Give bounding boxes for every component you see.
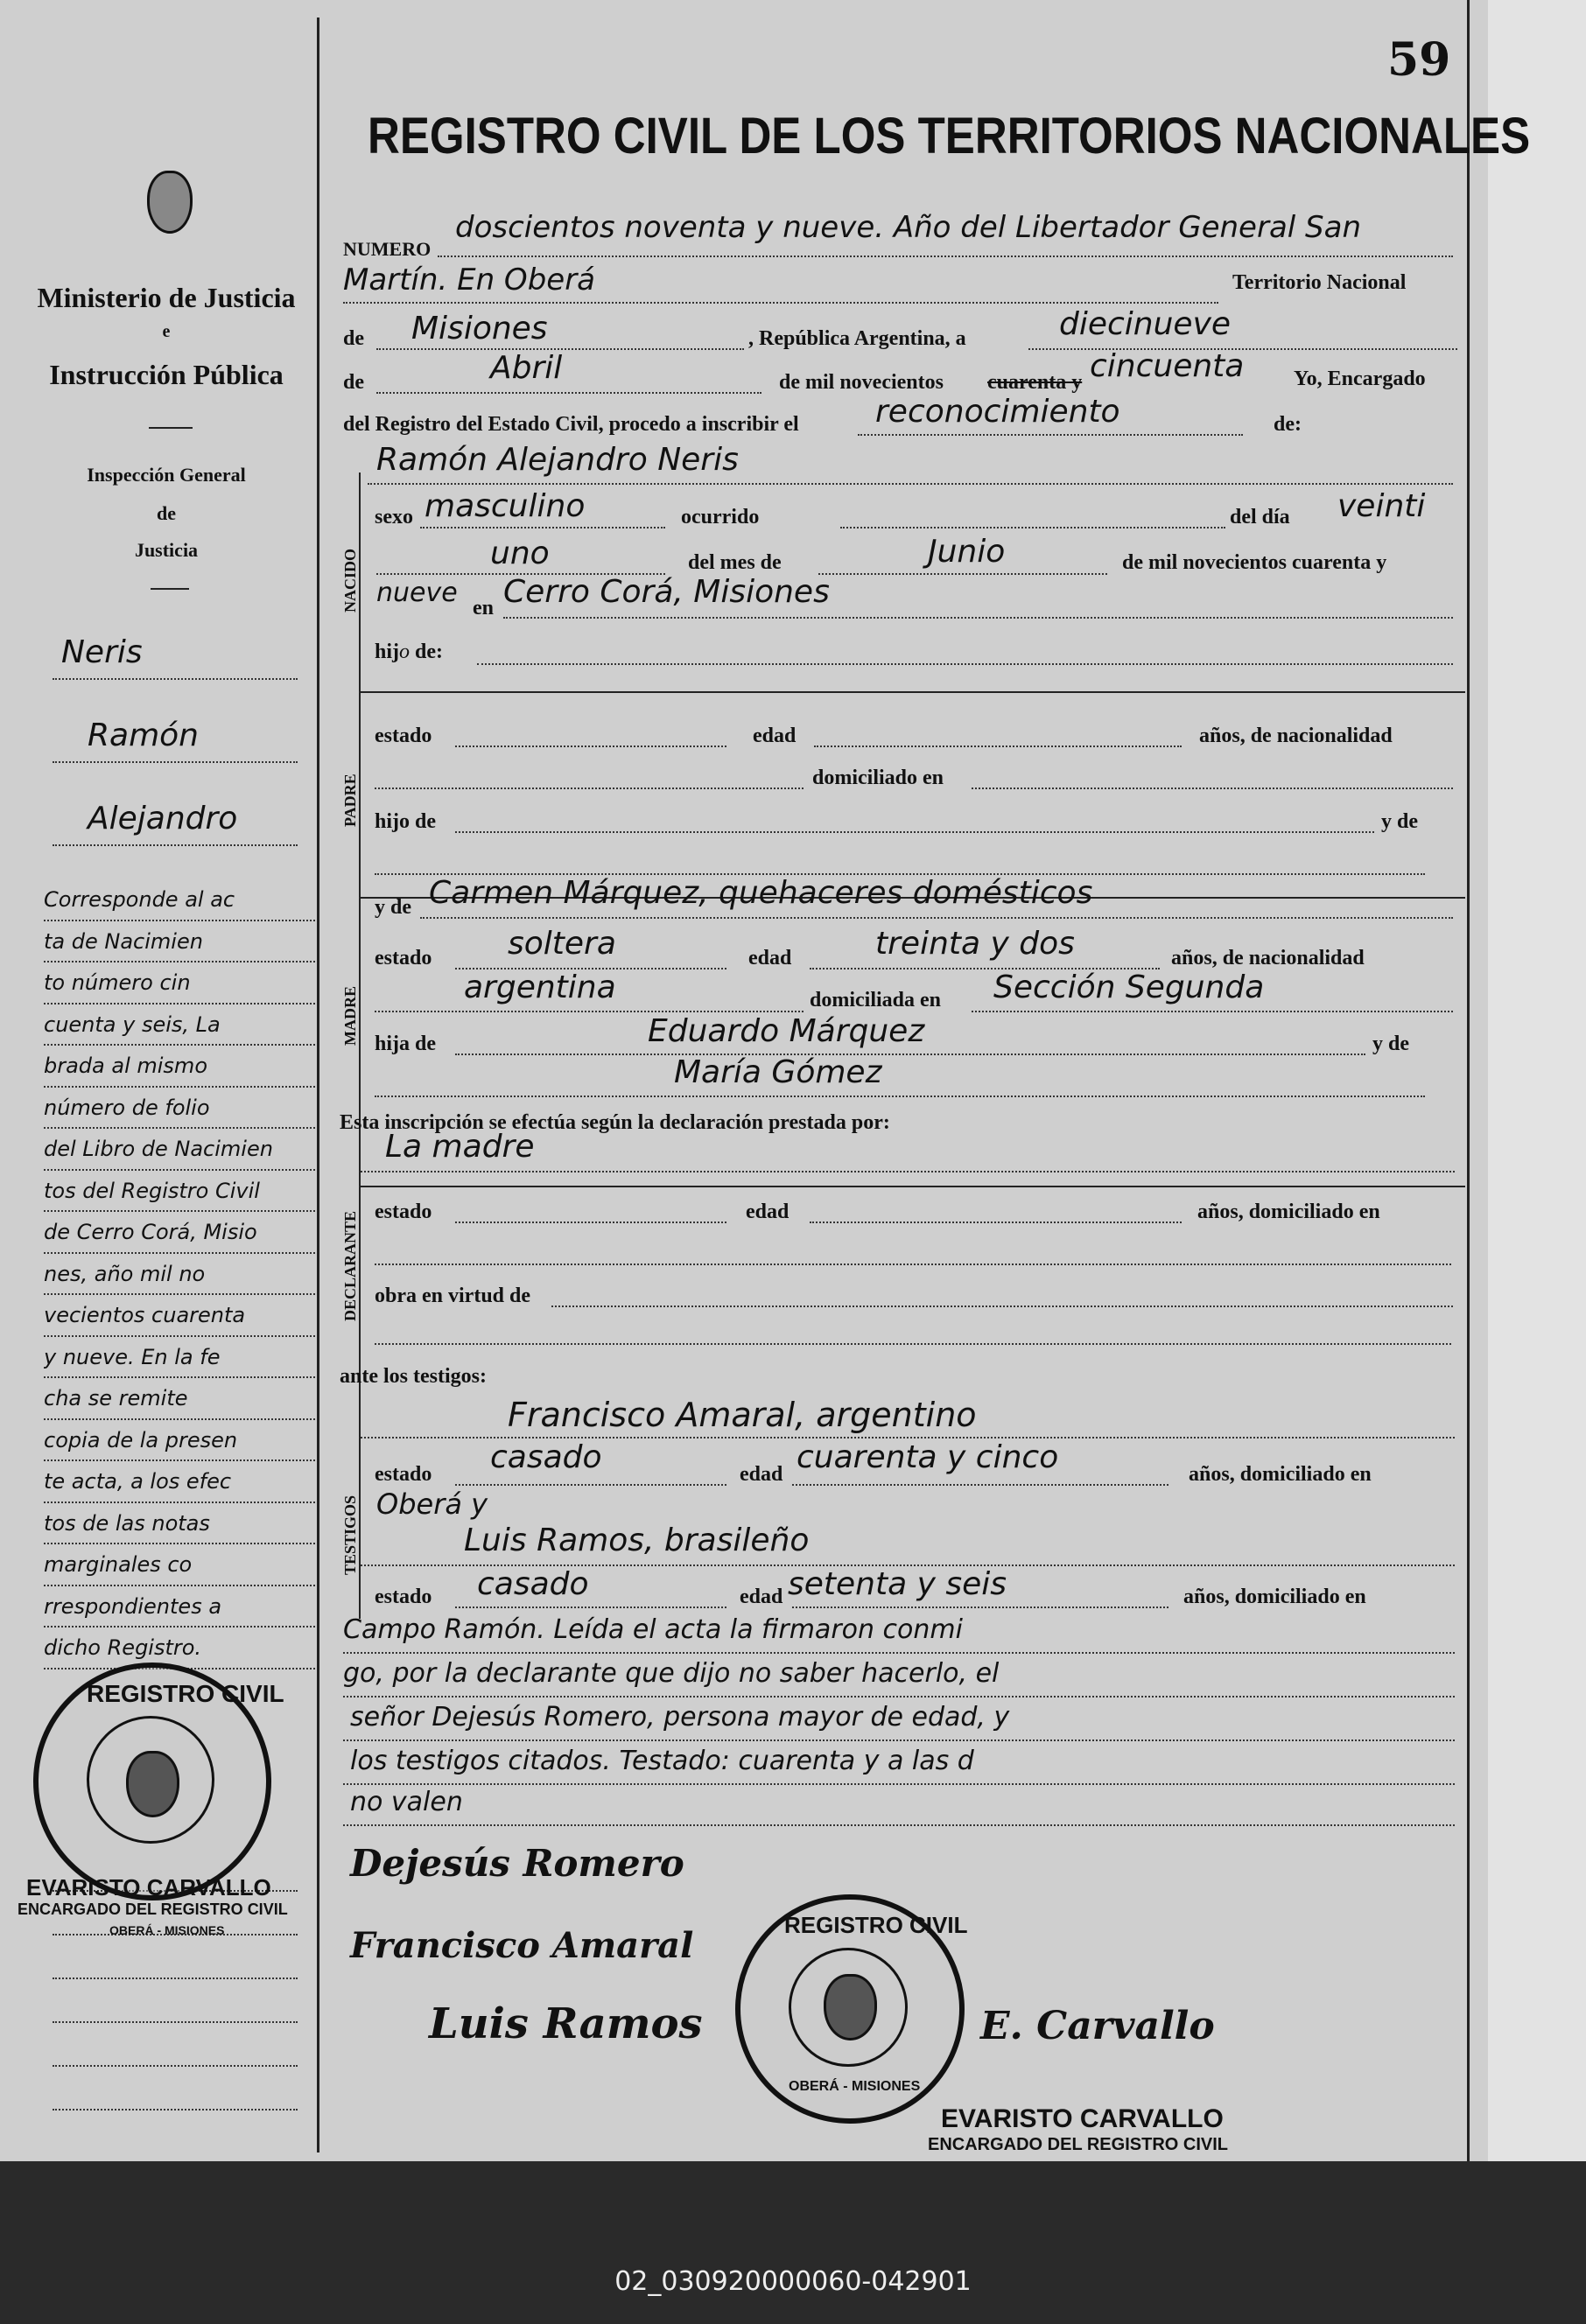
form-rule xyxy=(840,527,1225,528)
de-colon: de: xyxy=(1274,413,1302,436)
margin-note-line: nes, año mil no xyxy=(44,1254,315,1296)
closing-line-1: Campo Ramón. Leída el acta la firmaron conmi xyxy=(343,1614,963,1645)
margin-note-line: del Libro de Nacimien xyxy=(44,1129,315,1171)
right-registry-stamp xyxy=(735,1894,968,2124)
form-rule xyxy=(343,1783,1455,1785)
form-rule xyxy=(477,663,1453,665)
mil-label: de mil novecientos xyxy=(779,371,944,394)
form-rule xyxy=(375,788,804,789)
de-label-2: de xyxy=(343,371,364,394)
form-rule xyxy=(420,917,1453,919)
form-rule xyxy=(972,788,1453,789)
testigo1-edad-label: edad xyxy=(740,1463,783,1486)
ministry-line1: Ministerio de Justicia xyxy=(37,282,296,313)
signature-ramos: Luis Ramos xyxy=(429,1999,703,2048)
margin-note-line: rrespondientes a xyxy=(44,1586,315,1628)
margin-rule xyxy=(53,1978,298,1979)
madre-y-de-label: y de xyxy=(375,896,411,919)
margin-note-line: dicho Registro. xyxy=(44,1628,315,1670)
numero-value: doscientos noventa y nueve. Año del Libertador General San xyxy=(455,210,1362,245)
testigo2-edad-label: edad xyxy=(740,1586,783,1608)
margin-note-line: vecientos cuarenta xyxy=(44,1295,315,1337)
madre-hija-de-label: hija de xyxy=(375,1032,437,1055)
declarante-estado-label: estado xyxy=(375,1200,432,1223)
right-stamp-name: EVARISTO CARVALLO xyxy=(941,2104,1224,2133)
form-rule xyxy=(343,1824,1455,1826)
form-rule xyxy=(455,831,1374,833)
margin-note-line: Corresponde al ac xyxy=(44,879,315,921)
form-rule xyxy=(818,573,1107,575)
del-mes-label: del mes de xyxy=(688,551,782,574)
del-dia-label: del día xyxy=(1230,506,1290,528)
form-rule xyxy=(368,483,1453,485)
scan-footer xyxy=(0,2161,1586,2324)
madre-estado-label: estado xyxy=(375,947,432,970)
section-rule xyxy=(361,691,1465,693)
form-rule xyxy=(503,617,1453,619)
anio-nac-value: nueve xyxy=(376,578,458,608)
madre-anios-label: años, de nacionalidad xyxy=(1171,947,1365,970)
right-border xyxy=(1467,0,1470,2161)
margin-rule xyxy=(53,2109,298,2110)
de-label: de xyxy=(343,327,364,350)
form-rule xyxy=(455,1222,726,1223)
margin-note-line: to número cin xyxy=(44,962,315,1004)
coat-of-arms-icon xyxy=(147,171,193,234)
sexo-label: sexo xyxy=(375,506,413,528)
margin-note-line: copia de la presen xyxy=(44,1420,315,1462)
form-rule xyxy=(551,1306,1453,1307)
form-rule xyxy=(792,1484,1168,1486)
margin-rule xyxy=(53,761,298,763)
margin-note xyxy=(44,879,315,1670)
form-rule xyxy=(376,392,761,394)
nacido-nombre: Ramón Alejandro Neris xyxy=(376,442,739,478)
signature-romero: Dejesús Romero xyxy=(350,1842,684,1885)
side-label-madre: MADRE xyxy=(341,986,359,1046)
margin-note-line: tos del Registro Civil xyxy=(44,1171,315,1213)
testigo1-estado-value: casado xyxy=(490,1439,602,1475)
side-label-declarante: DECLARANTE xyxy=(341,1210,359,1321)
margin-name2: Alejandro xyxy=(88,801,238,836)
madre-madre-value: María Gómez xyxy=(674,1054,882,1090)
margin-rule xyxy=(53,2021,298,2023)
padre-domiciliado-label: domiciliado en xyxy=(812,766,944,789)
testigo1-value: Francisco Amaral, argentino xyxy=(508,1396,977,1434)
testigo2-edad-value: setenta y seis xyxy=(788,1566,1007,1602)
padre-estado-label: estado xyxy=(375,724,432,747)
form-rule xyxy=(810,1222,1182,1223)
signature-amaral: Francisco Amaral xyxy=(350,1925,694,1966)
madre-value: Carmen Márquez, quehaceres domésticos xyxy=(429,875,1093,911)
form-rule xyxy=(343,1740,1455,1741)
madre-y-de-label-2: y de xyxy=(1372,1032,1409,1055)
ministry-line2: Instrucción Pública xyxy=(49,359,284,390)
form-rule xyxy=(438,256,1453,257)
lugar-nac-value: Cerro Corá, Misiones xyxy=(503,574,830,610)
page-edge xyxy=(1488,0,1586,2161)
form-rule xyxy=(420,527,665,528)
madre-estado-value: soltera xyxy=(508,926,616,962)
left-stamp-name: EVARISTO CARVALLO xyxy=(26,1874,271,1900)
inspection-line3: Justicia xyxy=(134,539,199,561)
testigo1-anios-label: años, domiciliado en xyxy=(1189,1463,1372,1486)
form-rule xyxy=(343,1696,1455,1698)
form-rule xyxy=(455,1054,1365,1055)
hijo-label: hijo de: xyxy=(375,640,444,663)
obra-label: obra en virtud de xyxy=(375,1284,531,1307)
madre-nac-value: argentina xyxy=(464,970,616,1005)
header-rule-2 xyxy=(151,588,189,590)
yo-label: Yo, Encargado xyxy=(1294,368,1426,390)
numero-label: NUMERO xyxy=(343,238,432,260)
side-label-testigos: TESTIGOS xyxy=(341,1494,359,1575)
closing-line-3: señor Dejesús Romero, persona mayor de edad, y xyxy=(350,1702,1010,1732)
left-stamp-title: ENCARGADO DEL REGISTRO CIVIL xyxy=(18,1900,288,1918)
anio-value: cincuenta xyxy=(1090,348,1245,384)
padre-y-de-label: y de xyxy=(1381,810,1418,833)
right-stamp-title: ENCARGADO DEL REGISTRO CIVIL xyxy=(928,2135,1228,2154)
margin-note-line: y nueve. En la fe xyxy=(44,1337,315,1379)
territorio-value: Misiones xyxy=(411,311,548,346)
margin-note-line: de Cerro Corá, Misio xyxy=(44,1212,315,1254)
page-number: 59 xyxy=(1387,33,1451,87)
margin-note-line: ta de Nacimien xyxy=(44,921,315,963)
padre-edad-label: edad xyxy=(753,724,797,747)
document-title: REGISTRO CIVIL DE LOS TERRITORIOS NACIONALES xyxy=(368,108,1531,164)
madre-edad-label: edad xyxy=(748,947,792,970)
padre-hijo-de-label: hijo de xyxy=(375,810,437,833)
acto-value: reconocimiento xyxy=(875,394,1120,430)
dia-value: diecinueve xyxy=(1059,306,1232,342)
stamp-coat-of-arms-icon xyxy=(126,1751,179,1817)
form-rule xyxy=(375,1096,1425,1097)
padre-anios-label: años, de nacionalidad xyxy=(1199,724,1393,747)
dia-nac-value-2: uno xyxy=(490,536,550,571)
margin-note-line: tos de las notas xyxy=(44,1503,315,1545)
testigo2-anios-label: años, domiciliado en xyxy=(1183,1586,1366,1608)
margin-rule xyxy=(53,678,298,680)
declarante-edad-label: edad xyxy=(746,1200,789,1223)
declarante-anios-label: años, domiciliado en xyxy=(1197,1200,1380,1223)
testigos-label: ante los testigos: xyxy=(340,1365,487,1388)
declarante-value: La madre xyxy=(385,1129,535,1165)
closing-line-2: go, por la declarante que dijo no saber hacerlo, el xyxy=(343,1658,1000,1689)
closing-line-5: no valen xyxy=(350,1787,463,1817)
form-rule xyxy=(858,434,1243,436)
margin-surname: Neris xyxy=(61,634,143,670)
margin-note-line: número de folio xyxy=(44,1088,315,1130)
side-label-padre: PADRE xyxy=(341,774,359,827)
form-rule xyxy=(792,1606,1168,1608)
testigo2-estado-label: estado xyxy=(375,1586,432,1608)
form-rule xyxy=(375,1264,1451,1265)
testigo2-estado-value: casado xyxy=(477,1566,589,1602)
header-rule xyxy=(149,427,193,429)
madre-domiciliada-label: domiciliada en xyxy=(810,989,942,1012)
testigo2-value: Luis Ramos, brasileño xyxy=(464,1522,810,1558)
inspection-line1: Inspección General xyxy=(87,464,246,486)
mes-nac-value: Junio xyxy=(928,534,1006,570)
cuarenta-struck: cuarenta y xyxy=(987,371,1083,394)
form-rule xyxy=(455,746,726,747)
left-stamp-ring-text: REGISTRO CIVIL xyxy=(87,1680,284,1707)
testigo1-dom-value: Oberá y xyxy=(376,1488,488,1521)
right-stamp-place: OBERÁ - MISIONES xyxy=(789,2079,921,2094)
form-rule xyxy=(455,1606,726,1608)
ministry-e: e xyxy=(162,322,171,341)
side-label-nacido: NACIDO xyxy=(341,548,359,612)
form-rule xyxy=(361,1171,1455,1172)
margin-name1: Ramón xyxy=(88,718,199,753)
left-stamp-place: OBERÁ - MISIONES xyxy=(109,1923,225,1937)
testigo1-estado-label: estado xyxy=(375,1463,432,1486)
closing-line-4: los testigos citados. Testado: cuarenta y a las d xyxy=(350,1746,974,1776)
right-stamp-ring-text: REGISTRO CIVIL xyxy=(784,1912,968,1938)
signature-carvallo: E. Carvallo xyxy=(980,2004,1215,2048)
republica-label: , República Argentina, a xyxy=(748,327,966,350)
form-rule xyxy=(375,1011,804,1012)
mil-nov-label: de mil novecientos cuarenta y xyxy=(1122,551,1387,574)
margin-rule xyxy=(53,2065,298,2067)
margin-note-line: cuenta y seis, La xyxy=(44,1004,315,1046)
side-label-divider xyxy=(359,472,361,1619)
stamp-coat-of-arms-icon xyxy=(824,1974,877,2040)
territorio-label: Territorio Nacional xyxy=(1232,271,1407,294)
footer-code: 02_030920000060-042901 xyxy=(614,2266,972,2297)
inscripcion-label: Esta inscripción se efectúa según la declaración prestada por: xyxy=(340,1111,890,1134)
form-rule xyxy=(455,1484,726,1486)
form-rule xyxy=(361,1437,1455,1438)
form-rule xyxy=(343,302,1218,304)
sexo-value: masculino xyxy=(425,488,586,524)
ocurrido-label: ocurrido xyxy=(681,506,760,528)
left-registry-stamp xyxy=(33,1662,284,1900)
left-column-divider xyxy=(317,18,319,2152)
form-rule xyxy=(972,1011,1453,1012)
margin-note-line: te acta, a los efec xyxy=(44,1461,315,1503)
registro-label: del Registro del Estado Civil, procedo a inscribir el xyxy=(343,413,799,436)
inspection-line2: de xyxy=(157,502,176,524)
madre-domicilio-value: Sección Segunda xyxy=(993,970,1265,1005)
dia-nac-value: veinti xyxy=(1337,488,1426,524)
mes-value: Abril xyxy=(490,350,563,386)
margin-note-line: cha se remite xyxy=(44,1378,315,1420)
en-label: en xyxy=(473,597,494,620)
testigo1-edad-value: cuarenta y cinco xyxy=(797,1439,1059,1475)
margin-note-line: marginales co xyxy=(44,1544,315,1586)
form-rule xyxy=(343,1652,1455,1654)
section-rule xyxy=(361,1186,1465,1187)
madre-padre-value: Eduardo Márquez xyxy=(648,1013,925,1049)
margin-note-line: brada al mismo xyxy=(44,1046,315,1088)
madre-edad-value: treinta y dos xyxy=(875,926,1075,962)
form-rule xyxy=(375,1343,1451,1345)
form-rule xyxy=(814,746,1182,747)
margin-rule xyxy=(53,844,298,846)
line2-value: Martín. En Oberá xyxy=(343,262,596,298)
